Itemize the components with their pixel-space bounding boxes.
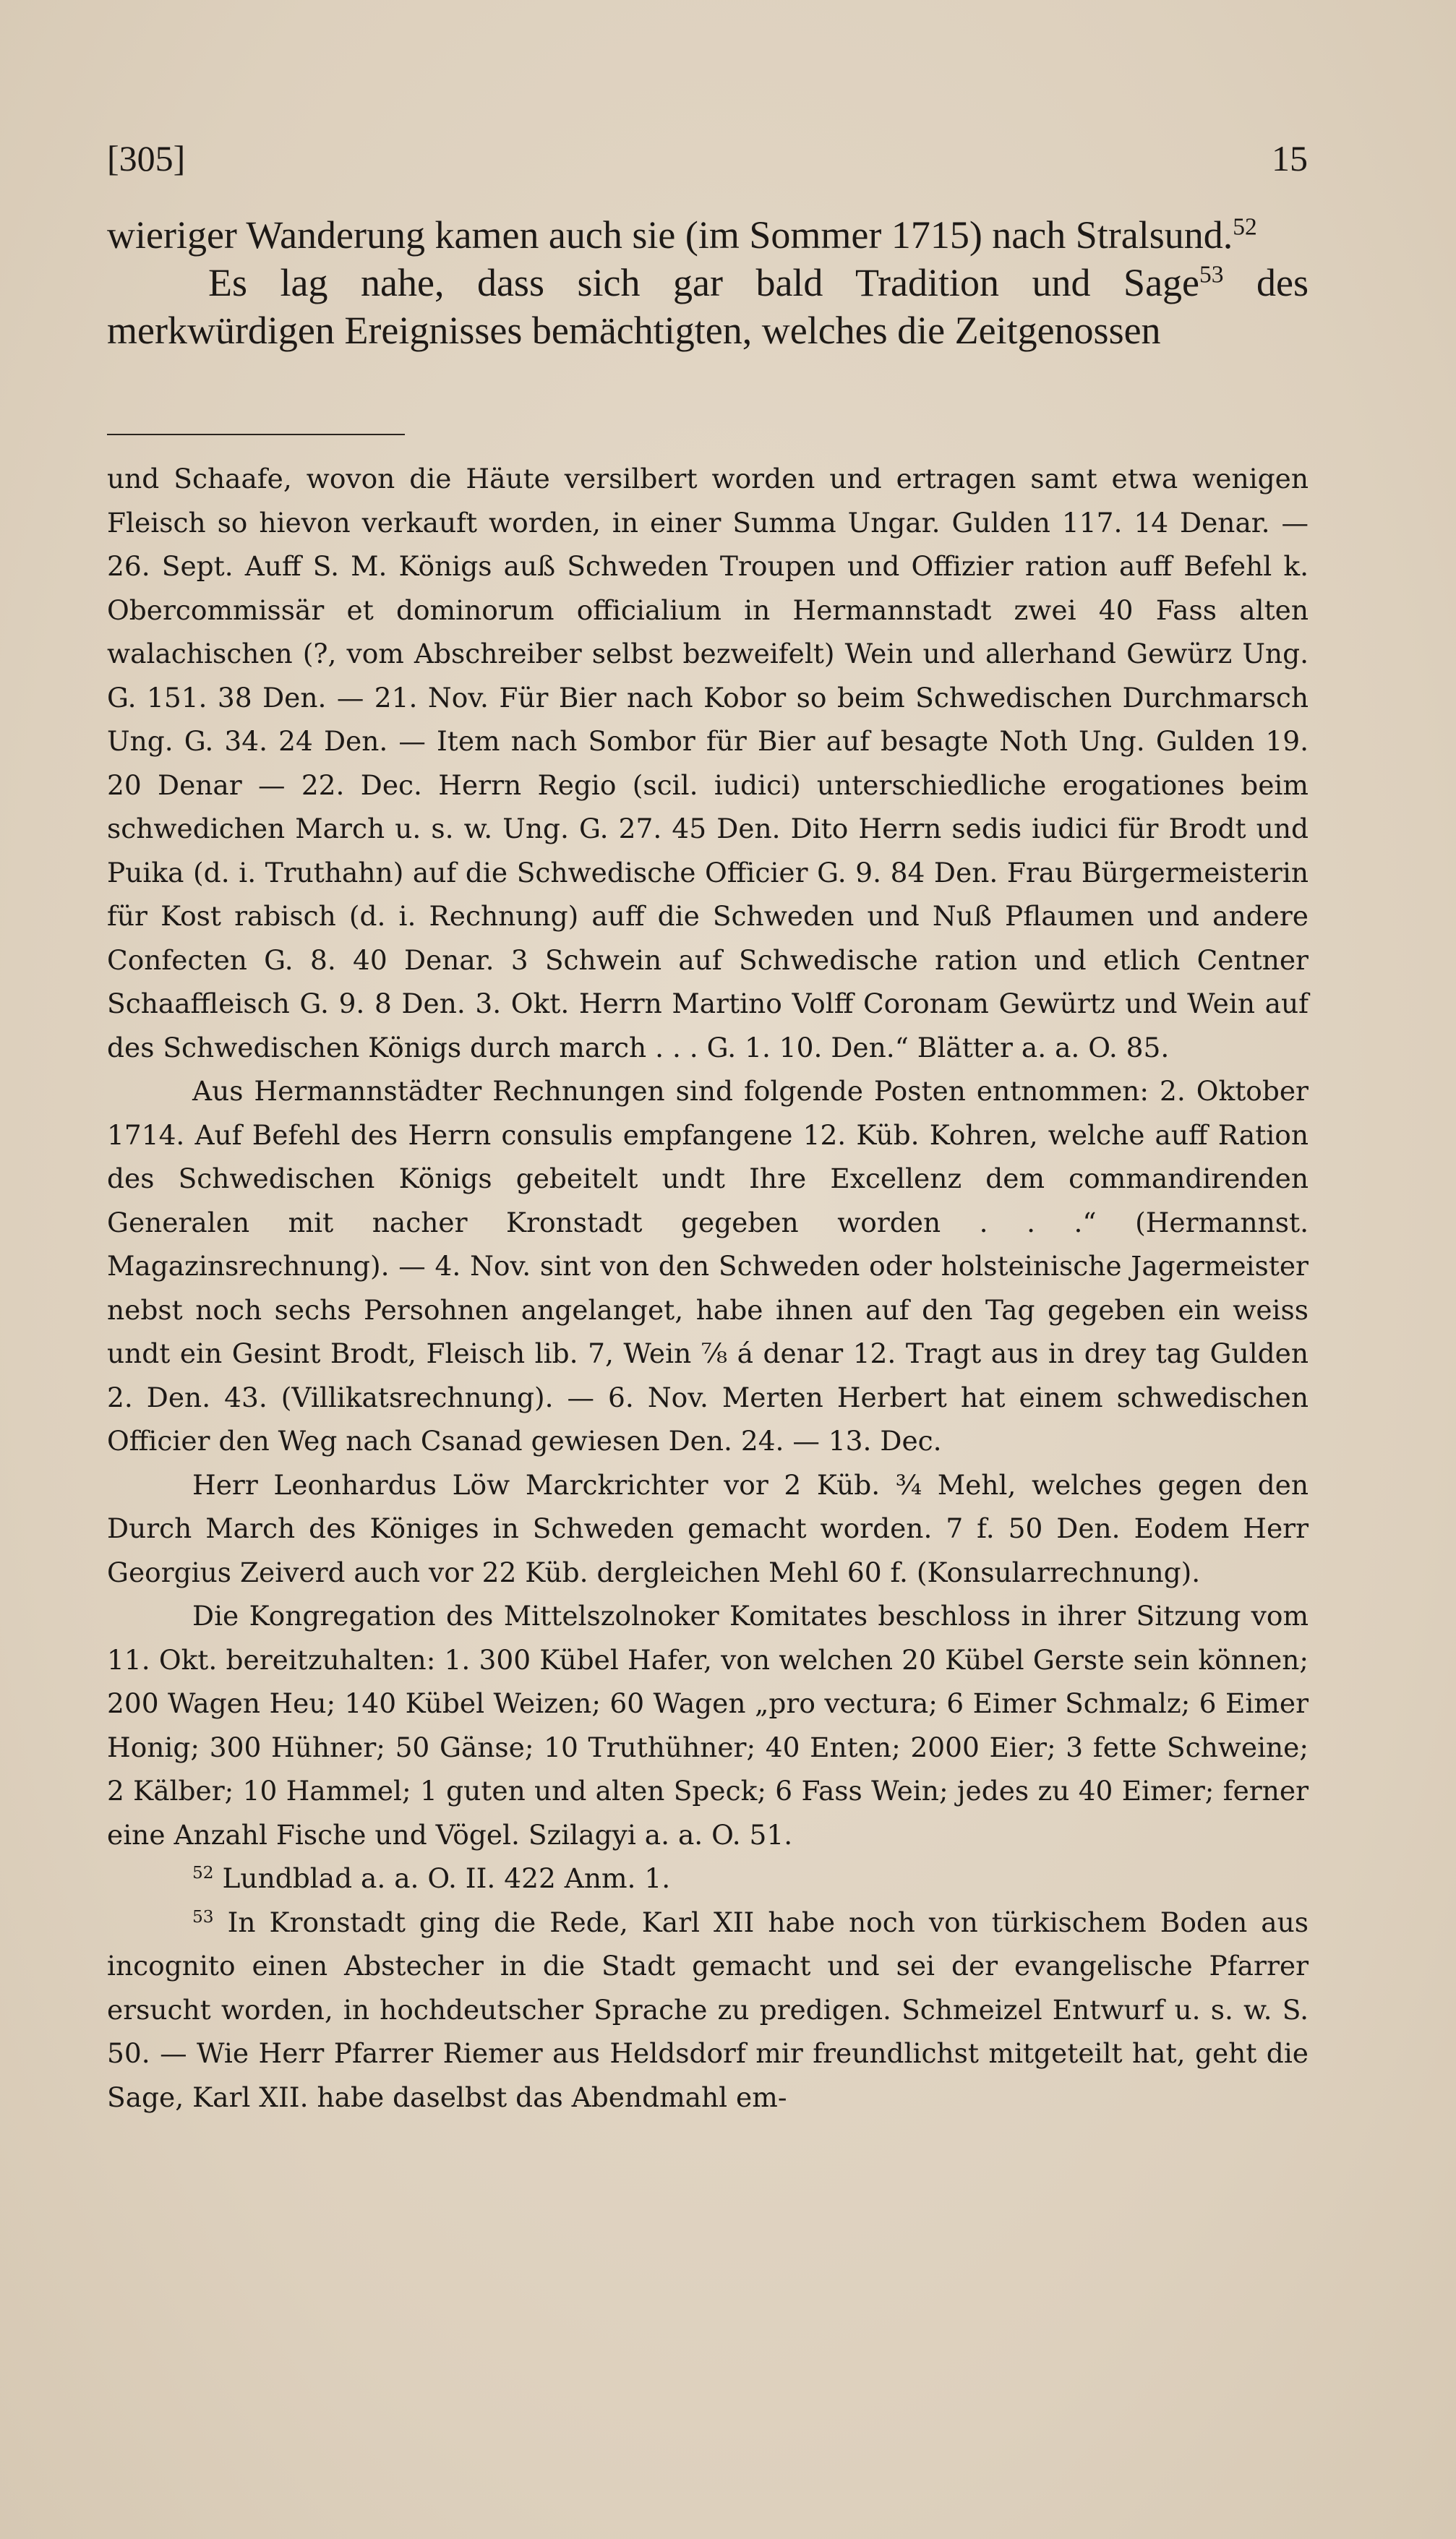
footnote-divider <box>107 434 405 435</box>
page-number: 15 <box>1272 138 1308 179</box>
footnote-paragraph-3: Herr Leonhardus Löw Marckrichter vor 2 Küb. ¾ Mehl, welches gegen den Durch March des Königes in Schweden gemacht worden. 7 f. 50 Den. Eodem Herr Georgius Zeiverd auch vor 22 Küb. dergleichen Mehl 60 f. (Konsularrechnung). <box>107 1468 1309 1588</box>
footnote-53-mark: 53 <box>192 1906 214 1927</box>
main-text <box>107 211 1309 354</box>
footnote-ref-52: 52 <box>1233 213 1257 241</box>
footnote-53: $^{53}$ In Kronstadt ging die Rede, Karl XII habe noch von türkischem Boden aus incognito einen Abstecher in die Stadt gemacht und sei der evangelische Pfarrer ersucht worden, in hochdeutscher Sprache zu predigen. Schmeizel Entwurf u. s. w. S. 50. — Wie Herr Pfarrer Riemer aus Heldsdorf mir freundlichst mitgeteilt hat, geht die Sage, Karl XII. habe daselbst das Abendmahl em- <box>107 1906 1309 2113</box>
footnote-52-mark: 52 <box>192 1863 214 1883</box>
main-paragraph-2: Es lag nahe, dass sich gar bald Tradition und Sage$^{53}$ des merkwürdigen Ereignisses bemächtigten, welches die Zeitgenossen <box>107 261 1309 352</box>
page-reference: [305] <box>107 138 186 179</box>
footnotes <box>107 457 1309 2119</box>
footnote-paragraph-4: Die Kongregation des Mittelszolnoker Komitates beschloss in ihrer Sitzung vom 11. Okt. bereitzuhalten: 1. 300 Kübel Hafer, von welchen 20 Kübel Gerste sein können; 200 Wagen Heu; 140 Kübel Weizen; 60 Wagen „pro vectura; 6 Eimer Schmalz; 6 Eimer Honig; 300 Hühner; 50 Gänse; 10 Truthühner; 40 Enten; 2000 Eier; 3 fette Schweine; 2 Kälber; 10 Hammel; 1 guten und alten Speck; 6 Fass Wein; jedes zu 40 Eimer; ferner eine Anzahl Fische und Vögel. Szilagyi a. a. O. 51. <box>107 1600 1309 1851</box>
main-paragraph-1: wieriger Wanderung kamen auch sie (im Sommer 1715) nach Stralsund.$^{52}$ <box>107 213 1257 257</box>
footnote-continuation: und Schaafe, wovon die Häute versilbert worden und ertragen samt etwa wenigen Fleisch so hievon verkauft worden, in einer Summa Ungar. Gulden 117. 14 Denar. — 26. Sept. Auff S. M. Königs auß Schweden Troupen und Offizier ration auff Befehl k. Obercommissär et dominorum officialium in Hermannstadt zwei 40 Fass alten walachischen (?, vom Abschreiber selbst bezweifelt) Wein und allerhand Gewürz Ung. G. 151. 38 Den. — 21. Nov. Für Bier nach Kobor so beim Schwedischen Durchmarsch Ung. G. 34. 24 Den. — Item nach Sombor für Bier auf besagte Noth Ung. Gulden 19. 20 Denar — 22. Dec. Herrn Regio (scil. iudici) unterschiedliche erogationes beim schwedichen March u. s. w. Ung. G. 27. 45 Den. Dito Herrn sedis iudici für Brodt und Puika (d. i. Truthahn) auf die Schwedische Officier G. 9. 84 Den. Frau Bürgermeisterin für Kost rabisch (d. i. Rechnung) auff die Schweden und Nuß Pflaumen und andere Confecten G. 8. 40 Denar. 3 Schwein auf Schwedische ration und etlich Centner Schaaffleisch G. 9. 8 Den. 3. Okt. Herrn Martino Volff Coronam Gewürtz und Wein auf des Schwedischen Königs durch march . . . G. 1. 10. Den.“ Blätter a. a. O. 85. <box>107 463 1309 1063</box>
page-header <box>107 137 1308 179</box>
footnote-52: $^{52}$ Lundblad a. a. O. II. 422 Anm. 1. <box>192 1862 671 1894</box>
footnote-paragraph-2: Aus Hermannstädter Rechnungen sind folgende Posten entnommen: 2. Oktober 1714. Auf Befehl des Herrn consulis empfangene 12. Küb. Kohren, welche auff Ration des Schwedischen Königs gebeitelt undt Ihre Excellenz dem commandirenden Generalen mit nacher Kronstadt gegeben worden . . .“ (Hermannst. Magazinsrechnung). — 4. Nov. sint von den Schweden oder holsteinische Jagermeister nebst noch sechs Persohnen angelanget, habe ihnen auf den Tag gegeben ein weiss undt ein Gesint Brodt, Fleisch lib. 7, Wein ⅞ á denar 12. Tragt aus in drey tag Gulden 2. Den. 43. (Villikatsrechnung). — 6. Nov. Merten Herbert hat einem schwedischen Officier den Weg nach Csanad gewiesen Den. 24. — 13. Dec. <box>107 1075 1309 1457</box>
footnote-ref-53: 53 <box>1199 261 1224 288</box>
